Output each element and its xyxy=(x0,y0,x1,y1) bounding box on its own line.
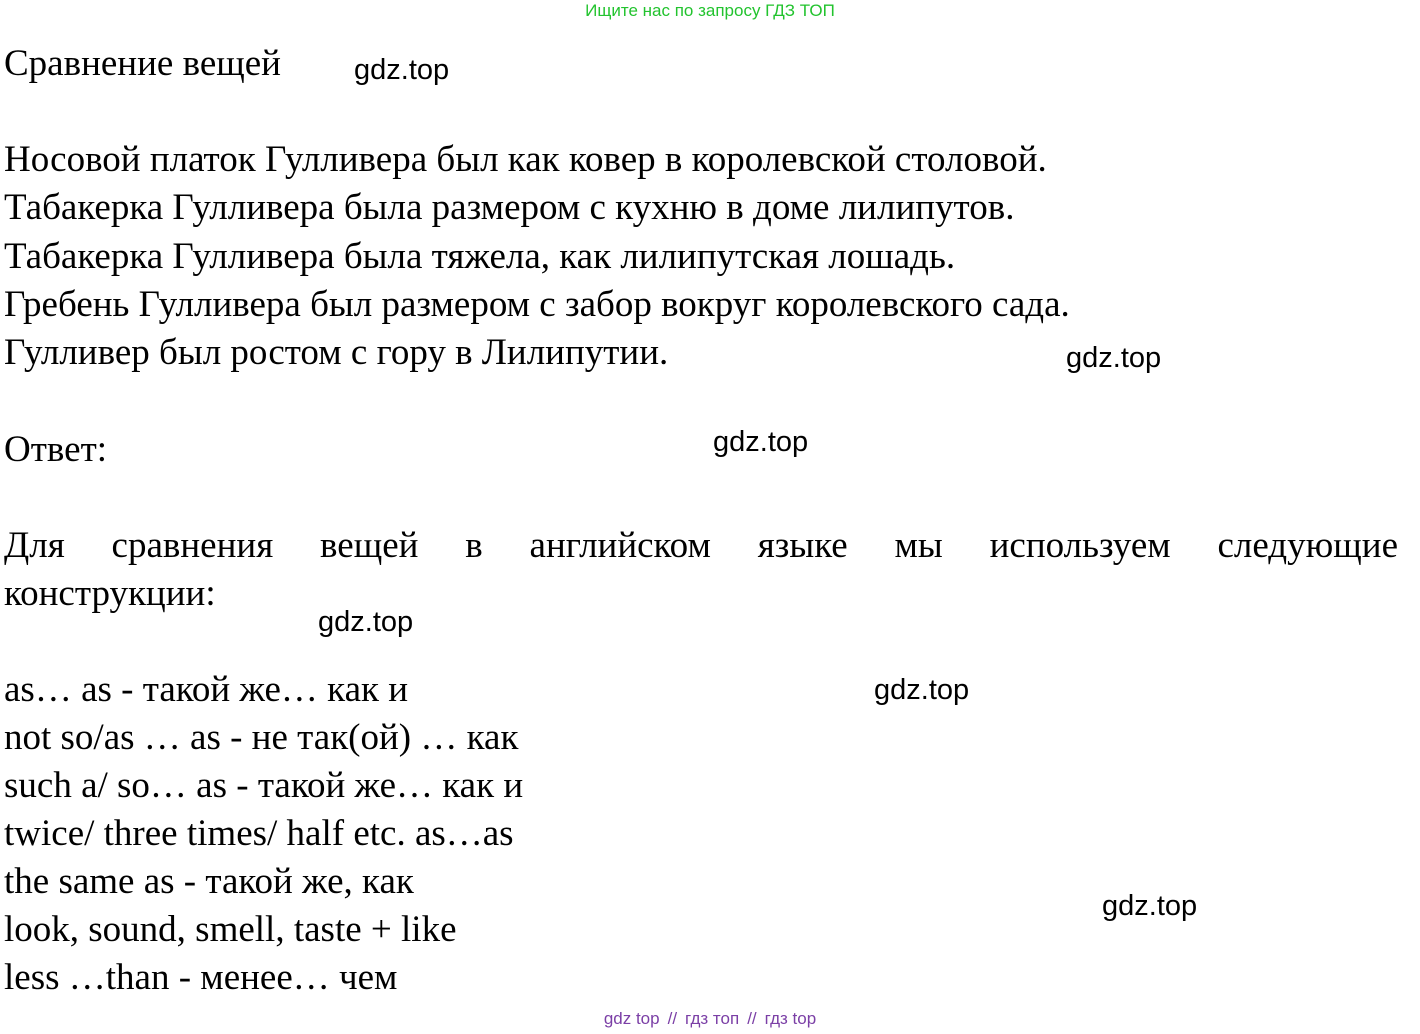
watermark: gdz.top xyxy=(874,674,970,706)
intro-line: конструкции: xyxy=(4,573,216,614)
watermark: gdz.top xyxy=(1066,342,1162,374)
footer-link-gdz-top[interactable]: gdz top xyxy=(603,1009,660,1028)
footer-link-gdz-top-ru[interactable]: гдз топ xyxy=(685,1009,740,1028)
construction-item: not so/as … as - не так(ой) … как xyxy=(4,717,519,758)
sentence-line: Гулливер был ростом с гору в Лилипутии. xyxy=(4,332,669,373)
construction-item: twice/ three times/ half etc. as…as xyxy=(4,813,514,854)
construction-item: less …than - менее… чем xyxy=(4,957,398,998)
watermark: gdz.top xyxy=(354,54,450,86)
footer-separator: // xyxy=(747,1009,757,1028)
intro-line: Для сравнения вещей в английском языке мы используем следующие xyxy=(4,525,1398,566)
top-banner: Ищите нас по запросу ГДЗ ТОП xyxy=(585,1,835,20)
watermark: gdz.top xyxy=(318,606,414,638)
page-title: Сравнение вещей xyxy=(4,43,281,84)
sentence-line: Гребень Гулливера был размером с забор вокруг королевского сада. xyxy=(4,284,1070,325)
sentence-line: Табакерка Гулливера была размером с кухню в доме лилипутов. xyxy=(4,187,1015,228)
construction-item: as… as - такой же… как и xyxy=(4,669,409,710)
construction-item: the same as - такой же, как xyxy=(4,861,414,902)
footer-link-gdz-top-mixed[interactable]: гдз top xyxy=(764,1009,817,1028)
construction-item: look, sound, smell, taste + like xyxy=(4,909,457,950)
watermark: gdz.top xyxy=(713,426,809,458)
construction-item: such a/ so… as - такой же… как и xyxy=(4,765,524,806)
footer-separator: // xyxy=(667,1009,678,1028)
sentence-line: Носовой платок Гулливера был как ковер в королевской столовой. xyxy=(4,139,1047,180)
sentence-line: Табакерка Гулливера была тяжела, как лилипутская лошадь. xyxy=(4,236,956,277)
watermark: gdz.top xyxy=(1102,890,1198,922)
footer-links xyxy=(0,1008,1420,1030)
answer-label: Ответ: xyxy=(4,429,108,470)
